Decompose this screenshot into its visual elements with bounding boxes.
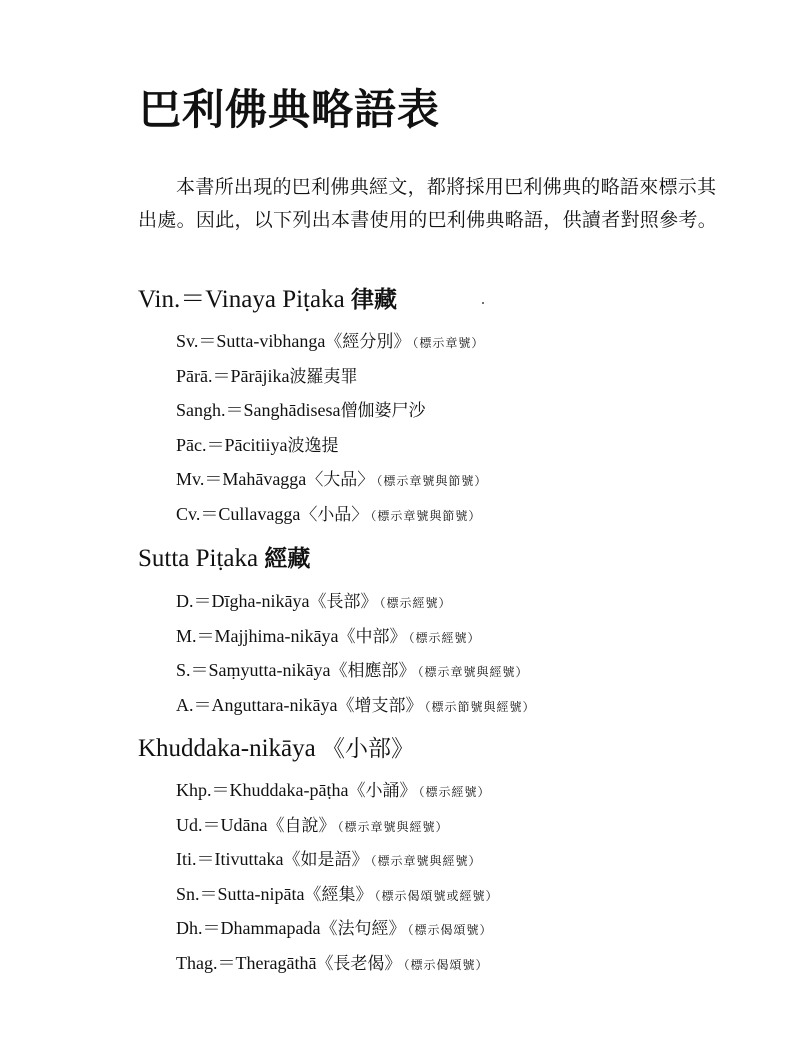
section-heading-cjk: 《小部》 bbox=[321, 736, 414, 762]
entry-chinese-title: 《經分別》 bbox=[325, 332, 411, 352]
entry-abbreviation: M.＝Majjhima-nikāya bbox=[176, 625, 339, 646]
entry-list-vinaya bbox=[176, 324, 487, 532]
entry-chinese-title: 〈大品〉 bbox=[306, 470, 375, 491]
entry-chinese-title: 《自說》 bbox=[267, 815, 336, 836]
entry-abbreviation: Sn.＝Sutta-nipāta bbox=[176, 883, 305, 904]
entry-abbreviation: D.＝Dīgha-nikāya bbox=[176, 591, 310, 611]
section-heading-cjk: 經藏 bbox=[264, 545, 311, 572]
scan-speck bbox=[482, 302, 484, 304]
entry-abbreviation: Cv.＝Cullavagga bbox=[176, 503, 301, 524]
list-item bbox=[176, 653, 535, 688]
page-title: 巴利佛典略語表 bbox=[139, 85, 441, 134]
entry-chinese-title: 波羅夷罪 bbox=[289, 366, 358, 387]
list-item bbox=[176, 428, 487, 463]
section-heading-vinaya bbox=[138, 284, 397, 316]
entry-abbreviation: A.＝Anguttara-nikāya bbox=[176, 694, 338, 715]
intro-paragraph: 本書所出現的巴利佛典經文，都將採用巴利佛典的略語來標示其出處。因此，以下列出本書使用的巴利佛典略語，供讀者對照參考。 bbox=[138, 176, 718, 231]
entry-chinese-title: 《相應部》 bbox=[330, 661, 416, 682]
entry-abbreviation: Thag.＝Theragāthā bbox=[176, 952, 317, 973]
list-item bbox=[176, 324, 487, 359]
entry-chinese-title: 《長老偈》 bbox=[316, 953, 402, 974]
entry-note: （標示章號） bbox=[412, 336, 485, 350]
entry-note: （標示偈頌號或經號） bbox=[374, 888, 499, 903]
entry-abbreviation: Dh.＝Dhammapada bbox=[176, 918, 321, 939]
entry-note: （標示章號與節號） bbox=[370, 508, 482, 523]
entry-list-khuddaka bbox=[176, 773, 499, 981]
list-item bbox=[176, 462, 487, 497]
entry-chinese-title: 《經集》 bbox=[304, 884, 373, 905]
entry-chinese-title: 《如是語》 bbox=[283, 850, 369, 871]
section-heading-latin: Vin.＝Vinaya Piṭaka bbox=[138, 286, 345, 313]
list-item bbox=[176, 877, 499, 912]
list-item bbox=[176, 842, 499, 877]
entry-note: （標示章號與經號） bbox=[417, 665, 529, 680]
entry-abbreviation: Pāc.＝Pācitiiya bbox=[176, 434, 288, 455]
section-heading-latin: Sutta Piṭaka bbox=[138, 545, 259, 572]
entry-chinese-title: 《長部》 bbox=[309, 592, 378, 612]
entry-note: （標示節號與經號） bbox=[424, 699, 536, 714]
entry-note: （標示章號與節號） bbox=[376, 474, 488, 489]
entry-note: （標示經號） bbox=[379, 596, 452, 610]
entry-note: （標示偈頌號） bbox=[407, 923, 493, 938]
list-item bbox=[176, 359, 487, 394]
entry-chinese-title: 僧伽婆尸沙 bbox=[340, 401, 426, 422]
section-heading-sutta bbox=[138, 543, 310, 575]
entry-chinese-title: 《增支部》 bbox=[337, 695, 423, 716]
entry-abbreviation: Sangh.＝Sanghādisesa bbox=[176, 400, 341, 421]
list-item bbox=[176, 497, 487, 532]
entry-chinese-title: 《法句經》 bbox=[320, 919, 406, 940]
entry-chinese-title: 〈小品〉 bbox=[300, 504, 369, 525]
entry-chinese-title: 《小誦》 bbox=[348, 781, 417, 801]
entry-abbreviation: Sv.＝Sutta-vibhanga bbox=[176, 331, 326, 351]
list-item bbox=[176, 393, 487, 428]
list-item bbox=[176, 911, 499, 946]
entry-note: （標示經號） bbox=[408, 630, 481, 645]
entry-abbreviation: Ud.＝Udāna bbox=[176, 814, 268, 835]
section-heading-cjk: 律藏 bbox=[350, 286, 397, 313]
list-item bbox=[176, 688, 535, 723]
entry-note: （標示偈頌號） bbox=[403, 957, 489, 972]
entry-abbreviation: Khp.＝Khuddaka-pāṭha bbox=[176, 780, 349, 800]
entry-chinese-title: 波逸提 bbox=[287, 435, 339, 456]
list-item bbox=[176, 808, 499, 843]
section-heading-khuddaka bbox=[138, 733, 414, 765]
entry-note: （標示章號與經號） bbox=[337, 819, 449, 834]
list-item bbox=[176, 584, 535, 619]
section-heading-latin: Khuddaka-nikāya bbox=[138, 735, 316, 762]
entry-list-sutta bbox=[176, 584, 535, 722]
entry-note: （標示章號與經號） bbox=[370, 854, 482, 869]
entry-abbreviation: Iti.＝Itivuttaka bbox=[176, 849, 284, 870]
list-item bbox=[176, 619, 535, 654]
entry-abbreviation: Mv.＝Mahāvagga bbox=[176, 469, 307, 490]
entry-abbreviation: S.＝Saṃyutta-nikāya bbox=[176, 660, 331, 681]
list-item bbox=[176, 946, 499, 981]
list-item bbox=[176, 773, 499, 808]
entry-note: （標示經號） bbox=[418, 785, 491, 799]
entry-chinese-title: 《中部》 bbox=[338, 626, 407, 647]
entry-abbreviation: Pārā.＝Pārājika bbox=[176, 365, 290, 386]
